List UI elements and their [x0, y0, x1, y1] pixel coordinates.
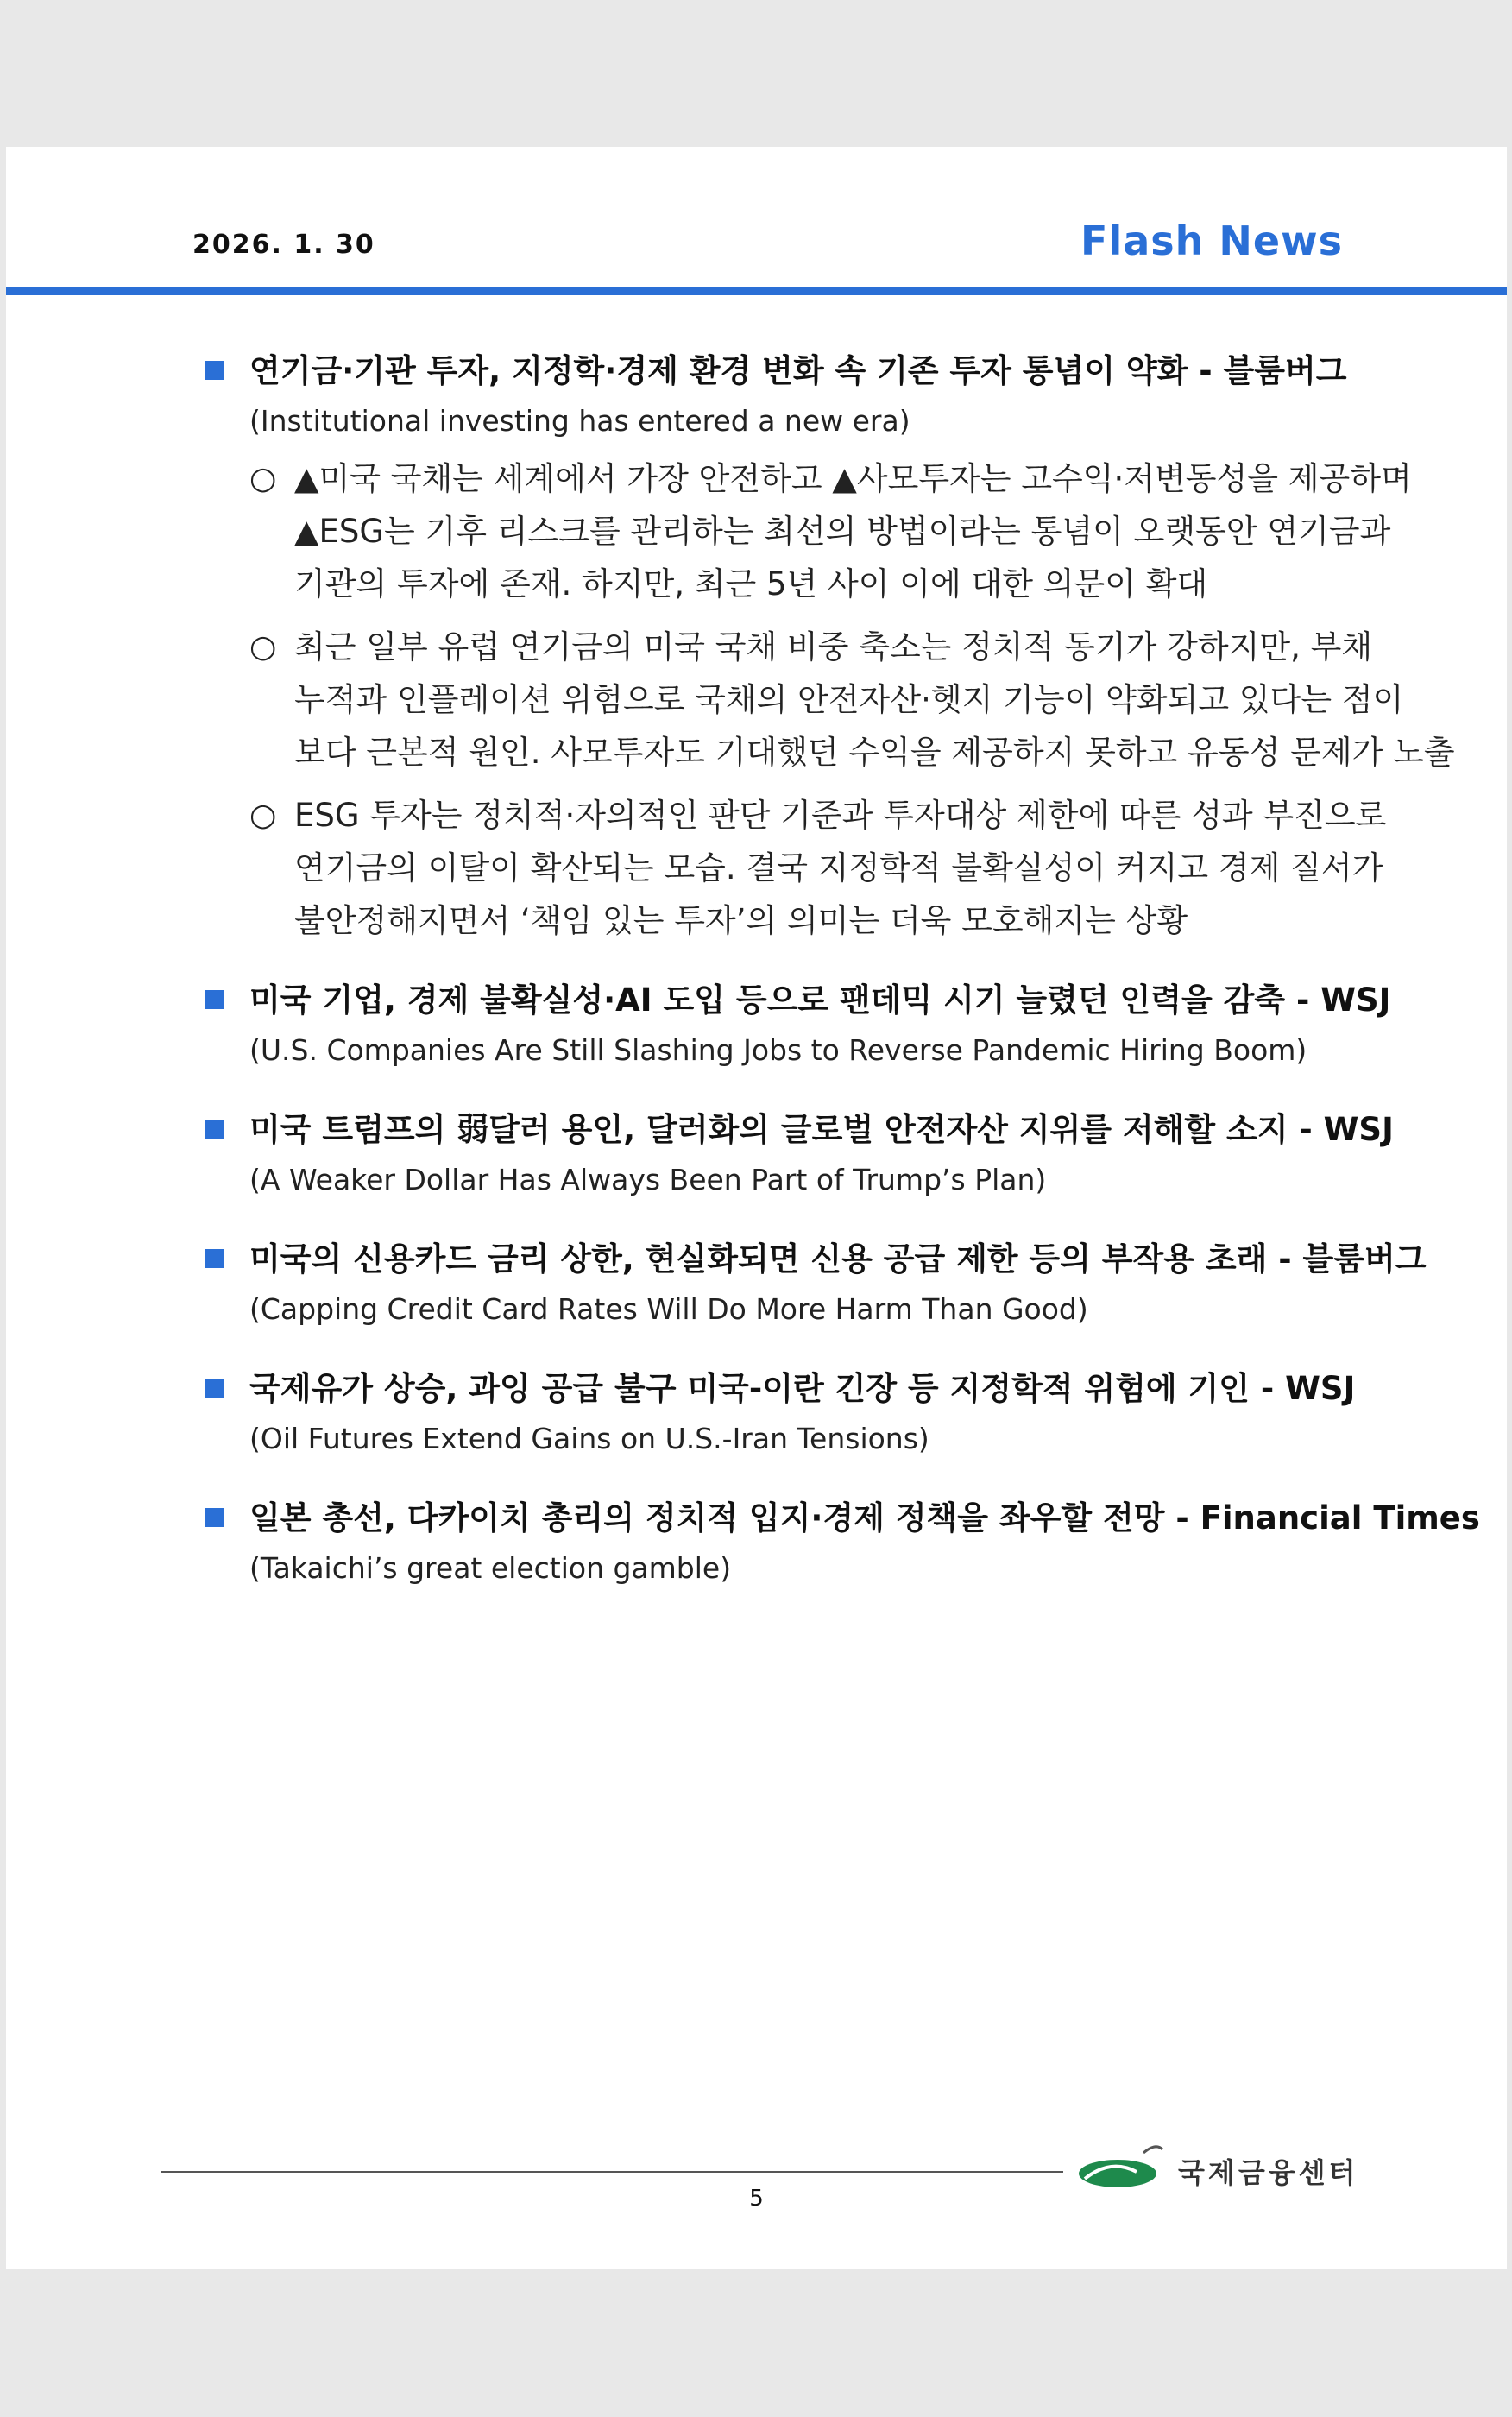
news-headline	[205, 1106, 1394, 1154]
headline-text: 미국의 신용카드 금리 상한, 현실화되면 신용 공급 제한 등의 부작용 초래 - 블룸버그	[249, 1240, 1427, 1278]
news-item	[205, 347, 1455, 947]
headline-text: 미국 기업, 경제 불확실성·AI 도입 등으로 팬데믹 시기 늘렸던 인력을 감축 - WSJ	[249, 981, 1391, 1019]
news-item	[205, 976, 1391, 1076]
square-bullet-icon	[205, 1120, 224, 1139]
summary-bullet	[205, 789, 1387, 947]
square-bullet-icon	[205, 1508, 224, 1527]
footer-divider	[161, 2171, 1063, 2173]
news-original-title: (Oil Futures Extend Gains on U.S.-Iran Tensions)	[249, 1422, 929, 1455]
bullet-line: ▲ESG는 기후 리스크를 관리하는 최선의 방법이라는 통념이 오랫동안 연기금과	[294, 513, 1391, 550]
bullet-line: ▲미국 국채는 세계에서 가장 안전하고 ▲사모투자는 고수익·저변동성을 제공하며	[294, 460, 1412, 497]
news-item	[205, 1106, 1394, 1206]
header-divider	[6, 287, 1507, 295]
bullet-line: 기관의 투자에 존재. 하지만, 최근 5년 사이 이에 대한 의문이 확대	[294, 565, 1208, 603]
news-item	[205, 1235, 1427, 1335]
page	[6, 147, 1507, 2269]
header-title: Flash News	[1080, 218, 1343, 264]
bullet-line: 불안정해지면서 ‘책임 있는 투자’의 의미는 더욱 모호해지는 상황	[294, 902, 1188, 939]
news-headline	[205, 1365, 1356, 1413]
square-bullet-icon	[205, 990, 224, 1009]
news-original-title: (Takaichi’s great election gamble)	[249, 1551, 732, 1585]
bullet-line: 최근 일부 유럽 연기금의 미국 국채 비중 축소는 정치적 동기가 강하지만, 부채	[294, 628, 1373, 666]
square-bullet-icon	[205, 1249, 224, 1268]
news-headline	[205, 976, 1391, 1025]
news-item	[205, 1494, 1480, 1594]
bullet-line: 보다 근본적 원인. 사모투자도 기대했던 수익을 제공하지 못하고 유동성 문제가 노출	[294, 734, 1455, 771]
circle-bullet-icon: ○	[249, 798, 277, 833]
circle-bullet-icon: ○	[249, 629, 277, 665]
news-item	[205, 1365, 1356, 1465]
news-original-title: (U.S. Companies Are Still Slashing Jobs to Reverse Pandemic Hiring Boom)	[249, 1033, 1307, 1067]
headline-text: 국제유가 상승, 과잉 공급 불구 미국-이란 긴장 등 지정학적 위험에 기인 - WSJ	[249, 1370, 1356, 1407]
news-original-title: (Capping Credit Card Rates Will Do More Harm Than Good)	[249, 1292, 1088, 1326]
summary-bullet	[205, 452, 1412, 610]
news-original-title: (A Weaker Dollar Has Always Been Part of Trump’s Plan)	[249, 1163, 1047, 1196]
bullet-line: 누적과 인플레이션 위험으로 국채의 안전자산·헷지 기능이 약화되고 있다는 점이	[294, 681, 1404, 718]
news-headline	[205, 1235, 1427, 1284]
news-headline	[205, 347, 1347, 395]
square-bullet-icon	[205, 1379, 224, 1398]
header-date: 2026. 1. 30	[192, 230, 375, 260]
bullet-line: 연기금의 이탈이 확산되는 모습. 결국 지정학적 불확실성이 커지고 경제 질서가	[294, 849, 1383, 887]
logo-text: 국제금융센터	[1178, 2156, 1359, 2189]
square-bullet-icon	[205, 361, 224, 380]
bullet-line: ESG 투자는 정치적·자의적인 판단 기준과 투자대상 제한에 따른 성과 부진으로	[294, 797, 1387, 834]
page-number: 5	[749, 2186, 764, 2212]
news-list	[205, 347, 1480, 1624]
headline-text: 미국 트럼프의 弱달러 용인, 달러화의 글로벌 안전자산 지위를 저해할 소지 - WSJ	[249, 1111, 1394, 1148]
news-headline	[205, 1494, 1480, 1543]
headline-text: 일본 총선, 다카이치 총리의 정치적 입지·경제 정책을 좌우할 전망 - Financial Times	[249, 1499, 1480, 1537]
news-original-title: (Institutional investing has entered a new era)	[249, 404, 910, 438]
headline-text: 연기금·기관 투자, 지정학·경제 환경 변화 속 기존 투자 통념이 약화 - 블룸버그	[249, 352, 1347, 389]
summary-bullet	[205, 621, 1455, 779]
circle-bullet-icon: ○	[249, 461, 277, 496]
